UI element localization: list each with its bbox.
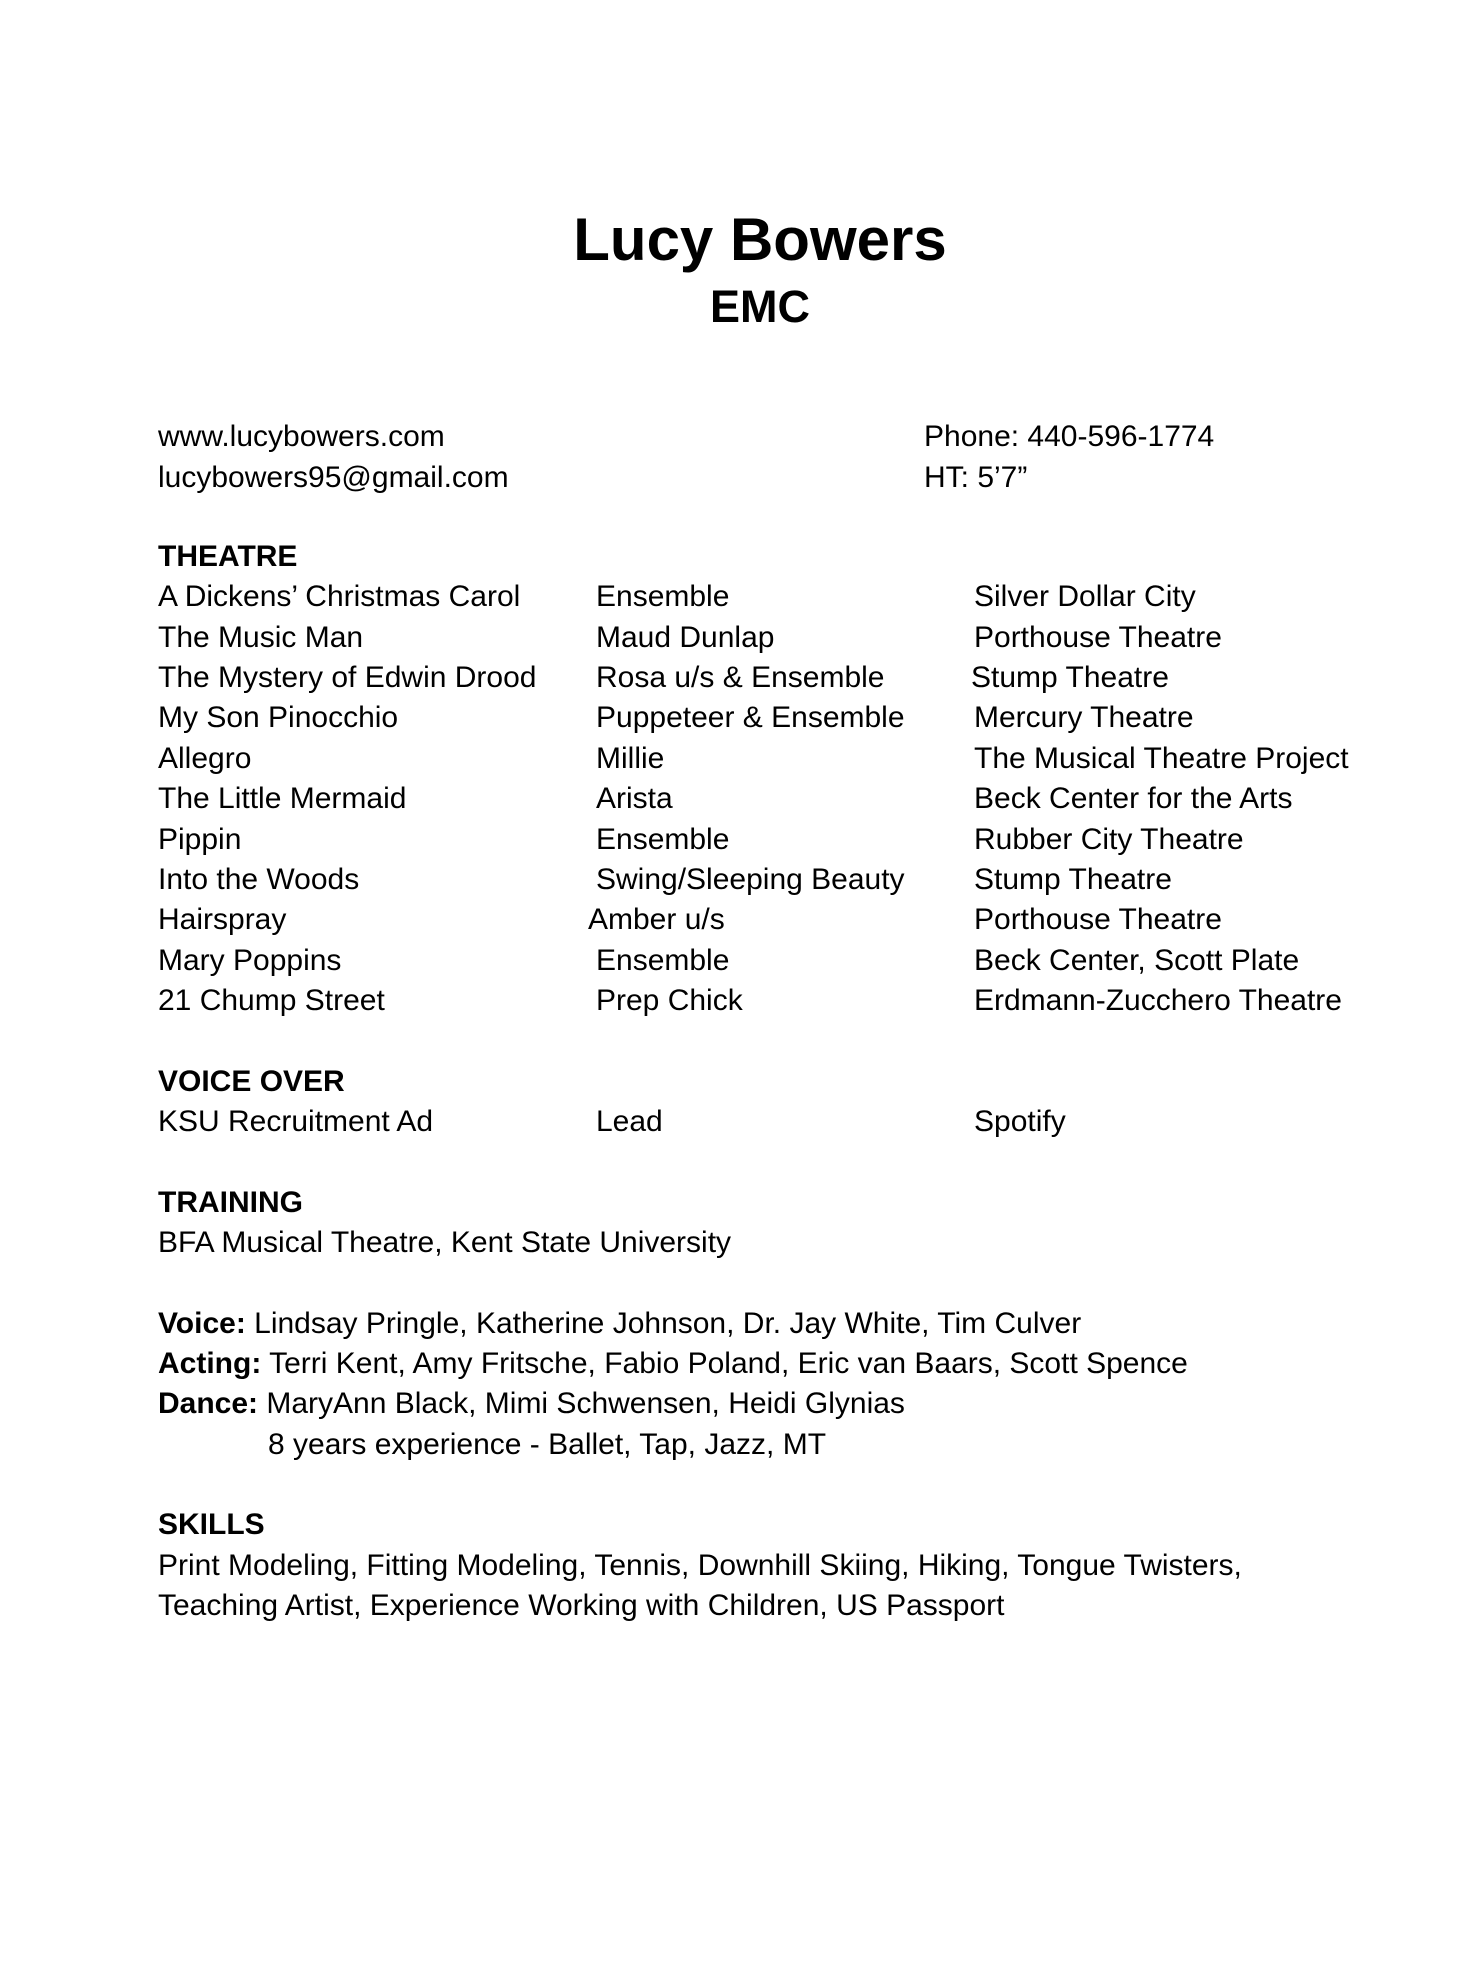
- credit-show: The Mystery of Edwin Drood: [158, 661, 537, 694]
- phone-number: Phone: 440-596-1774: [924, 420, 1215, 453]
- voice-teachers: [158, 1304, 1081, 1344]
- voice-label: Voice:: [158, 1307, 246, 1340]
- website-link[interactable]: www.lucybowers.com: [158, 420, 445, 453]
- credit-role: Rosa u/s & Ensemble: [596, 661, 885, 694]
- credit-venue: Porthouse Theatre: [974, 903, 1222, 936]
- credit-show: KSU Recruitment Ad: [158, 1105, 434, 1138]
- credit-show: A Dickens’ Christmas Carol: [158, 580, 521, 613]
- acting-teachers: [158, 1344, 1188, 1384]
- credit-show: My Son Pinocchio: [158, 701, 399, 734]
- credit-show: Allegro: [158, 742, 252, 775]
- credit-venue: Silver Dollar City: [974, 580, 1196, 613]
- credit-show: Mary Poppins: [158, 944, 342, 977]
- credit-role: Puppeteer & Ensemble: [596, 701, 905, 734]
- credit-venue: Erdmann-Zucchero Theatre: [974, 984, 1342, 1017]
- credit-show: 21 Chump Street: [158, 984, 385, 1017]
- credit-show: Into the Woods: [158, 863, 360, 896]
- email-link[interactable]: lucybowers95@gmail.com: [158, 461, 509, 494]
- degree: BFA Musical Theatre, Kent State University: [158, 1226, 732, 1259]
- acting-label: Acting:: [158, 1347, 262, 1380]
- credit-role: Ensemble: [596, 823, 730, 856]
- credit-role: Swing/Sleeping Beauty: [596, 863, 905, 896]
- credit-show: The Little Mermaid: [158, 782, 407, 815]
- credit-venue: Stump Theatre: [974, 863, 1172, 896]
- training-heading: TRAINING: [158, 1186, 303, 1219]
- dance-experience: 8 years experience - Ballet, Tap, Jazz, MT: [268, 1428, 827, 1461]
- credit-role: Maud Dunlap: [596, 621, 775, 654]
- credit-role: Ensemble: [596, 580, 730, 613]
- acting-teachers-list: Terri Kent, Amy Fritsche, Fabio Poland, Eric van Baars, Scott Spence: [261, 1347, 1188, 1380]
- voice-teachers-list: Lindsay Pringle, Katherine Johnson, Dr. Jay White, Tim Culver: [245, 1307, 1082, 1340]
- credit-venue: Mercury Theatre: [974, 701, 1194, 734]
- credit-show: Pippin: [158, 823, 242, 856]
- credit-show: Hairspray: [158, 903, 287, 936]
- credit-venue: Beck Center for the Arts: [974, 782, 1293, 815]
- credit-role: Prep Chick: [596, 984, 743, 1017]
- skills-heading: SKILLS: [158, 1508, 265, 1541]
- dance-teachers: [158, 1384, 905, 1424]
- dance-label: Dance:: [158, 1387, 259, 1420]
- voice-over-heading: VOICE OVER: [158, 1065, 345, 1098]
- dance-teachers-list: MaryAnn Black, Mimi Schwensen, Heidi Glynias: [258, 1387, 905, 1420]
- credit-venue: Rubber City Theatre: [974, 823, 1244, 856]
- actor-name: Lucy Bowers: [573, 206, 947, 273]
- skills-line-1: Print Modeling, Fitting Modeling, Tennis, Downhill Skiing, Hiking, Tongue Twisters,: [158, 1549, 1242, 1582]
- credit-role: Arista: [596, 782, 673, 815]
- theatre-heading: THEATRE: [158, 540, 298, 573]
- credit-role: Millie: [596, 742, 665, 775]
- credit-venue: Porthouse Theatre: [974, 621, 1222, 654]
- union-status: EMC: [710, 281, 810, 332]
- skills-line-2: Teaching Artist, Experience Working with Children, US Passport: [158, 1589, 1005, 1622]
- credit-role: Lead: [596, 1105, 663, 1138]
- height: HT: 5’7”: [924, 461, 1028, 494]
- credit-show: The Music Man: [158, 621, 364, 654]
- credit-role: Ensemble: [596, 944, 730, 977]
- credit-role: Amber u/s: [588, 903, 725, 936]
- credit-venue: The Musical Theatre Project: [974, 742, 1349, 775]
- credit-venue: Beck Center, Scott Plate: [974, 944, 1300, 977]
- credit-venue: Stump Theatre: [971, 661, 1169, 694]
- credit-venue: Spotify: [974, 1105, 1066, 1138]
